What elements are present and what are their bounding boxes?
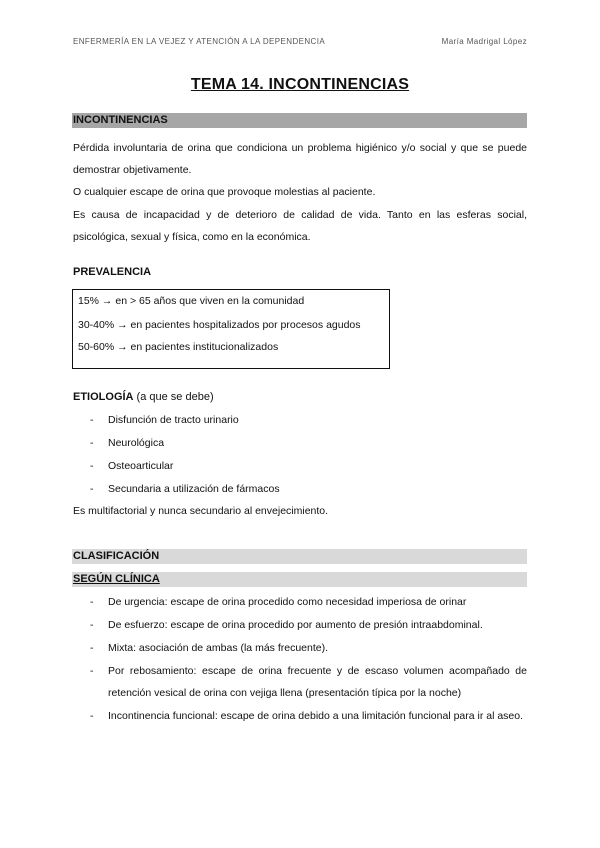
list-item: [90, 432, 527, 454]
etiologia-heading: [73, 391, 214, 403]
list-bullet: -: [90, 460, 94, 472]
list-bullet: -: [90, 619, 94, 631]
list-bullet: -: [90, 665, 94, 677]
list-bullet: -: [90, 642, 94, 654]
subsection-heading-segun-clinica: [72, 572, 527, 587]
alternative-definition: O cualquier escape de orina que provoque molestias al paciente.: [73, 186, 376, 198]
list-item: [90, 478, 527, 500]
list-bullet: -: [90, 596, 94, 608]
subsection-heading-text: SEGÚN CLÍNICA: [73, 573, 160, 585]
list-item: [90, 614, 527, 636]
list-item-text: De esfuerzo: escape de orina procedido por aumento de presión intraabdominal.: [108, 619, 483, 631]
list-item-text: Neurológica: [108, 437, 165, 449]
list-bullet: -: [90, 437, 94, 449]
prevalencia-heading: PREVALENCIA: [73, 266, 152, 278]
list-item-text: De urgencia: escape de orina procedido como necesidad imperiosa de orinar: [108, 596, 467, 608]
list-bullet: -: [90, 483, 94, 495]
header-course-title: ENFERMERÍA EN LA VEJEZ Y ATENCIÓN A LA DEPENDENCIA: [73, 37, 326, 46]
list-item: [90, 637, 527, 659]
list-bullet: -: [90, 414, 94, 426]
header-author: María Madrigal López: [441, 37, 527, 46]
list-item-text: Incontinencia funcional: escape de orina debido a una limitación funcional para ir al aseo.: [108, 710, 524, 722]
list-item: [90, 660, 527, 704]
list-item: [90, 705, 527, 727]
list-item: [90, 455, 527, 477]
list-item: [90, 591, 527, 613]
impact-paragraph: Es causa de incapacidad y de deterioro de calidad de vida. Tanto en las esferas social, psicológica, sexual y física, como en la económica.: [73, 209, 527, 243]
section-heading-text: INCONTINENCIAS: [73, 114, 168, 126]
section-heading-clasificacion: [72, 549, 527, 564]
list-item-text: Secundaria a utilización de fármacos: [108, 483, 280, 495]
etiologia-heading-text: ETIOLOGÍA: [73, 391, 134, 403]
list-item-text: Osteoarticular: [108, 460, 174, 472]
document-title: TEMA 14. INCONTINENCIAS: [190, 76, 410, 93]
list-bullet: -: [90, 710, 94, 722]
list-item-text: Disfunción de tracto urinario: [108, 414, 239, 426]
page-header: [73, 37, 527, 46]
list-item-text: Mixta: asociación de ambas (la más frecuente).: [108, 642, 329, 654]
prevalence-row: 50-60% → en pacientes institucionalizados: [78, 341, 279, 353]
prevalence-row: 15% → en > 65 años que viven en la comunidad: [78, 295, 305, 307]
etiologia-note: Es multifactorial y nunca secundario al envejecimiento.: [73, 505, 329, 517]
list-item-text: Por rebosamiento: escape de orina frecuente y de escaso volumen acompañado de retención vesical de orina con vejiga llena (presentación típica por la noche): [108, 665, 527, 699]
prevalence-row: 30-40% → en pacientes hospitalizados por procesos agudos: [78, 319, 361, 331]
section-heading-text: CLASIFICACIÓN: [73, 550, 160, 562]
list-item: [90, 409, 527, 431]
etiologia-subheading: (a que se debe): [133, 391, 214, 403]
section-heading-incontinencias: [72, 113, 527, 128]
definition-paragraph: Pérdida involuntaria de orina que condiciona un problema higiénico y/o social y que se puede demostrar objetivamente.: [73, 142, 527, 176]
prevalence-box: [72, 289, 390, 369]
